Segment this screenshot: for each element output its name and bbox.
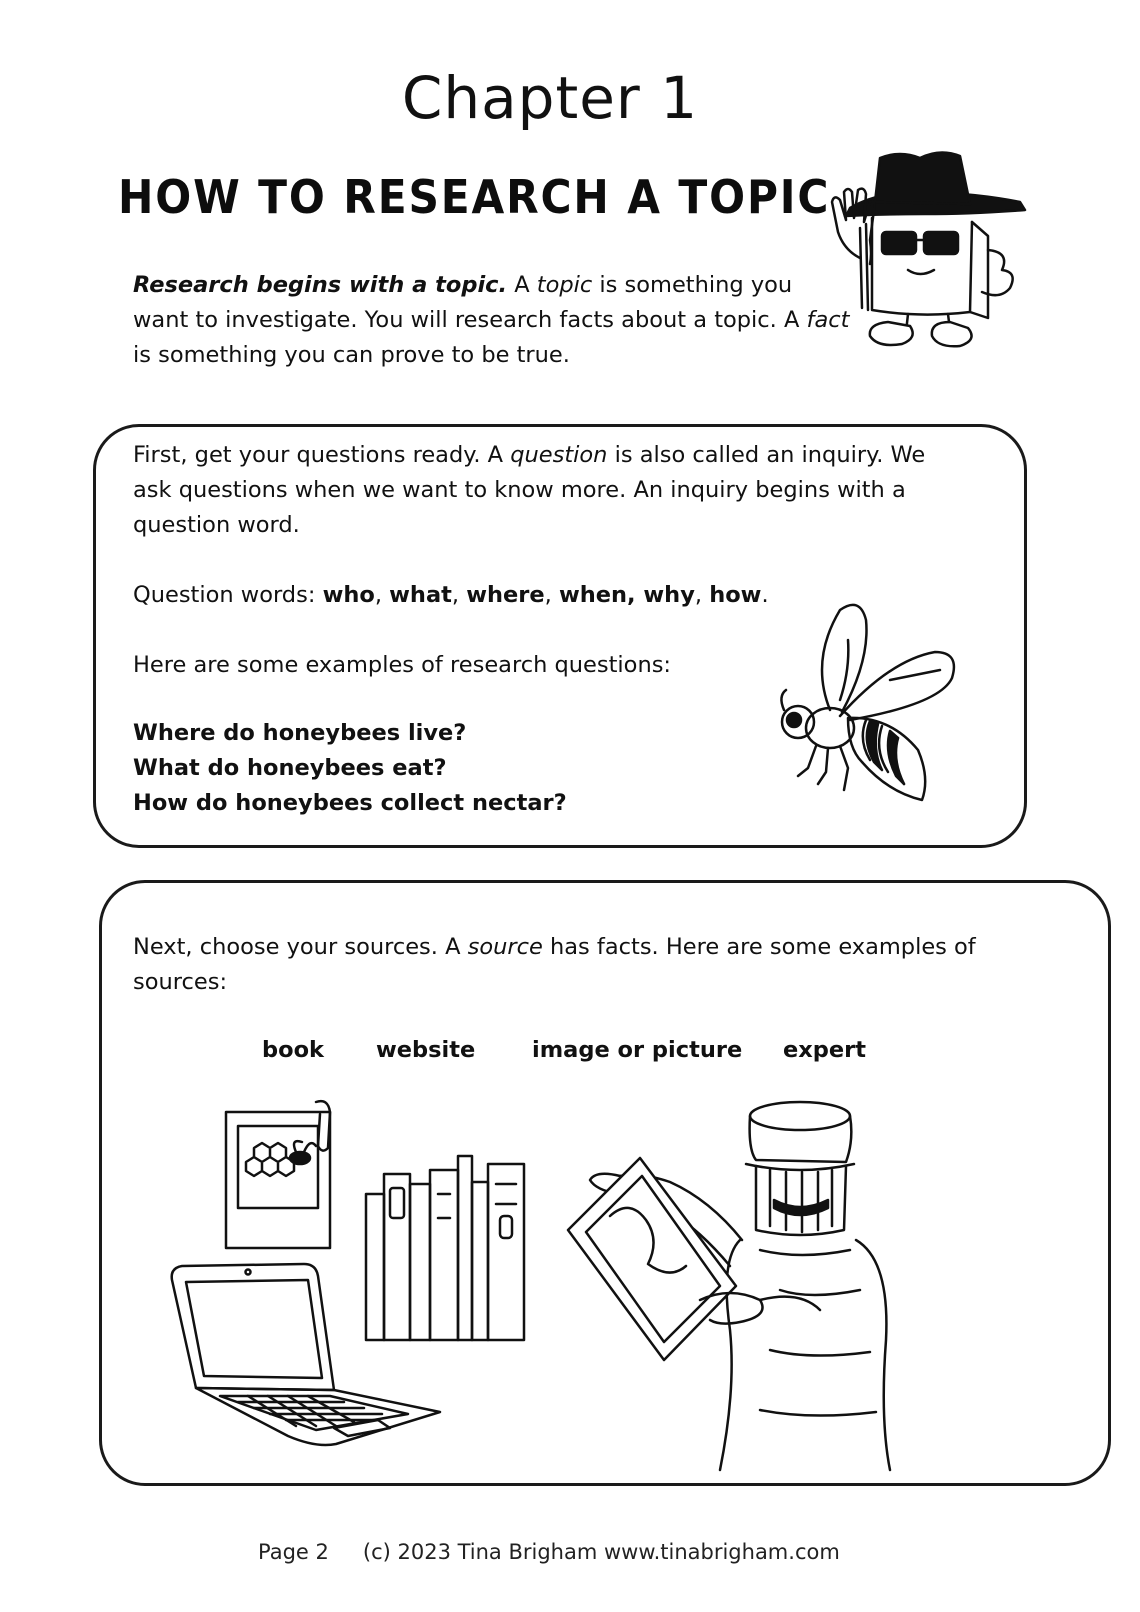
page-number: Page 2: [258, 1540, 329, 1564]
question-term: question: [510, 442, 608, 468]
beekeeper-icon: [560, 1090, 920, 1480]
source-label-expert: expert: [783, 1037, 866, 1063]
copyright: (c) 2023 Tina Brigham www.tinabrigham.com: [362, 1540, 840, 1564]
source-label-image: image or picture: [532, 1037, 743, 1063]
fact-term: fact: [806, 307, 850, 333]
question-words: Question words: who, what, where, when, why, how.: [133, 582, 769, 608]
example-question: How do honeybees collect nectar?: [133, 790, 567, 816]
intro-lead: Research begins with a topic.: [133, 272, 508, 298]
source-term: source: [467, 934, 543, 960]
intro-paragraph: Research begins with a topic. A topic is something you want to investigate. You will research facts about a topic. A fact is something you can prove to be true.: [133, 272, 850, 368]
examples-intro: Here are some examples of research questions:: [133, 652, 672, 678]
page-heading: HOW TO RESEARCH A TOPIC: [118, 170, 831, 224]
source-label-book: book: [262, 1037, 324, 1063]
topic-term: topic: [536, 272, 593, 298]
bee-photo-icon: [224, 1098, 344, 1258]
example-question: What do honeybees eat?: [133, 755, 447, 781]
questions-paragraph: First, get your questions ready. A question is also called an inquiry. We ask questions when we want to know more. An inquiry begins with a question word.: [133, 442, 926, 538]
footer: [258, 1540, 874, 1564]
example-question: Where do honeybees live?: [133, 720, 467, 746]
book-detective-mascot-icon: [820, 140, 1040, 350]
source-label-website: website: [376, 1037, 476, 1063]
honeybee-icon: [770, 600, 970, 810]
laptop-icon: [168, 1260, 448, 1450]
chapter-title: Chapter 1: [401, 64, 699, 132]
sources-paragraph: Next, choose your sources. A source has facts. Here are some examples of sources:: [133, 934, 976, 995]
